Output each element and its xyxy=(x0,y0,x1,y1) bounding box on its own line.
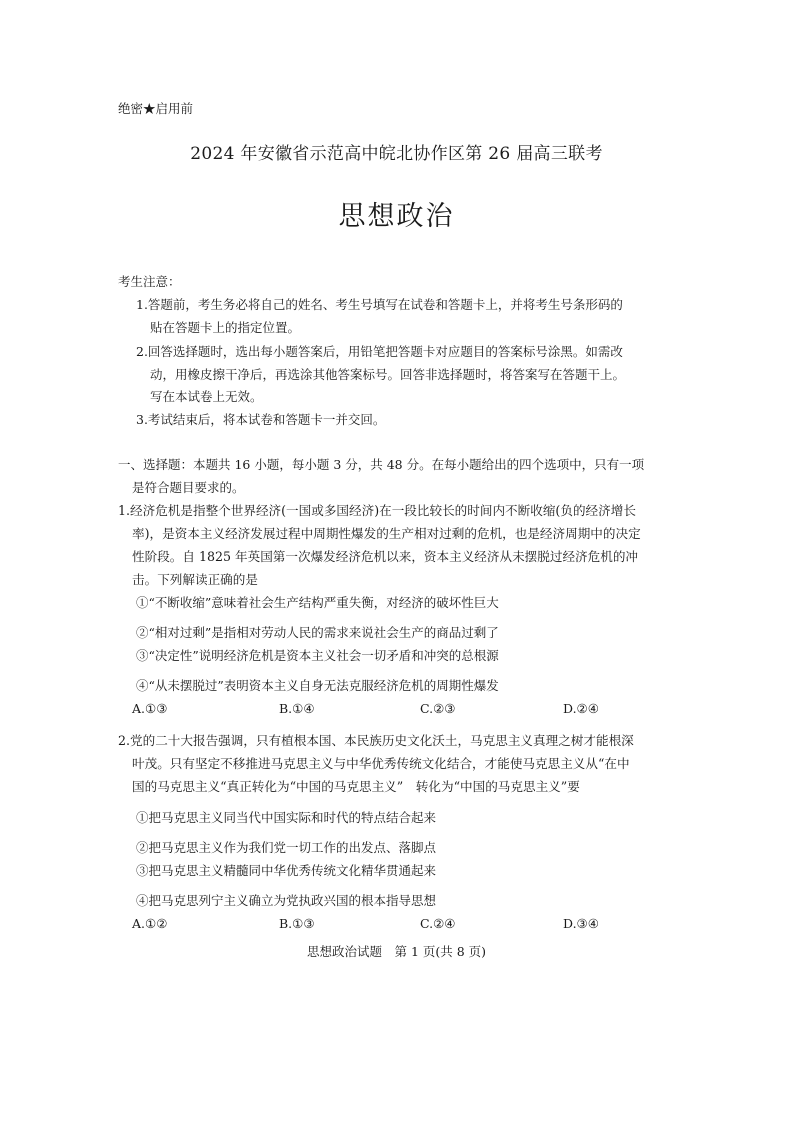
answer-choice-c[interactable]: C.②④ xyxy=(420,916,456,931)
notice-line: 写在本试卷上无效。 xyxy=(150,389,263,404)
answer-choice-d[interactable]: D.②④ xyxy=(563,701,599,716)
answer-choice-b[interactable]: B.①④ xyxy=(279,701,315,716)
question-option: ④把马克思列宁主义确立为党执政兴国的根本指导思想 xyxy=(136,893,437,908)
page-footer: 思想政治试题 第 1 页(共 8 页) xyxy=(306,944,487,959)
question-option: ②把马克思主义作为我们党一切工作的出发点、落脚点 xyxy=(136,840,437,855)
answer-choice-d[interactable]: D.③④ xyxy=(563,916,599,931)
subject-title: 思想政治 xyxy=(338,201,455,232)
confidential-label: 绝密★启用前 xyxy=(118,101,194,116)
notice-heading: 考生注意： xyxy=(118,274,181,289)
answer-choice-b[interactable]: B.①③ xyxy=(279,916,315,931)
notice-line: 1.答题前，考生务必将自己的姓名、考生号填写在试卷和答题卡上，并将考生号条形码的 xyxy=(136,297,623,312)
question-option: ②“相对过剩”是指相对劳动人民的需求来说社会生产的商品过剩了 xyxy=(136,625,499,640)
question-option: ①把马克思主义同当代中国实际和时代的特点结合起来 xyxy=(136,810,437,825)
answer-choice-a[interactable]: A.①② xyxy=(132,916,168,931)
question-option: ①“不断收缩”意味着社会生产结构严重失衡，对经济的破坏性巨大 xyxy=(136,595,499,610)
question-stem-line: 1.经济危机是指整个世界经济(一国或多国经济)在一段比较长的时间内不断收缩(负的经济增长 xyxy=(118,503,636,518)
question-stem-line: 2.党的二十大报告强调，只有植根本国、本民族历史文化沃土，马克思主义真理之树才能根深 xyxy=(118,733,634,748)
question-option: ③把马克思主义精髓同中华优秀传统文化精华贯通起来 xyxy=(136,863,437,878)
answer-choice-c[interactable]: C.②③ xyxy=(420,701,456,716)
notice-line: 动，用橡皮擦干净后，再选涂其他答案标号。回答非选择题时，将答案写在答题干上。 xyxy=(150,367,626,382)
notice-line: 3.考试结束后，将本试卷和答题卡一并交回。 xyxy=(136,412,386,427)
question-stem-line: 叶茂。只有坚定不移推进马克思主义与中华优秀传统文化结合，才能使马克思主义从“在中 xyxy=(132,756,630,771)
question-stem-line: 击。下列解读正确的是 xyxy=(132,572,258,587)
question-stem-line: 性阶段。自 1825 年英国第一次爆发经济危机以来，资本主义经济从未摆脱过经济危机的冲 xyxy=(132,549,639,564)
notice-line: 贴在答题卡上的指定位置。 xyxy=(150,320,301,335)
notice-line: 2.回答选择题时，选出每小题答案后，用铅笔把答题卡对应题目的答案标号涂黑。如需改 xyxy=(136,344,623,359)
section-heading-cont: 是符合题目要求的。 xyxy=(132,480,245,495)
question-option: ③“决定性”说明经济危机是资本主义社会一切矛盾和冲突的总根源 xyxy=(136,648,499,663)
question-option: ④“从未摆脱过”表明资本主义自身无法克服经济危机的周期性爆发 xyxy=(136,678,499,693)
section-heading: 一、选择题：本题共 16 小题，每小题 3 分，共 48 分。在每小题给出的四个选项中，只有一项 xyxy=(118,457,645,472)
question-stem-line: 率)，是资本主义经济发展过程中周期性爆发的生产相对过剩的危机，也是经济周期中的决定 xyxy=(132,526,641,541)
exam-title: 2024 年安徽省示范高中皖北协作区第 26 届高三联考 xyxy=(190,144,603,164)
answer-choice-a[interactable]: A.①③ xyxy=(132,701,168,716)
question-stem-line: 国的马克思主义“真正转化为“中国的马克思主义” 转化为“中国的马克思主义”要 xyxy=(132,779,580,794)
